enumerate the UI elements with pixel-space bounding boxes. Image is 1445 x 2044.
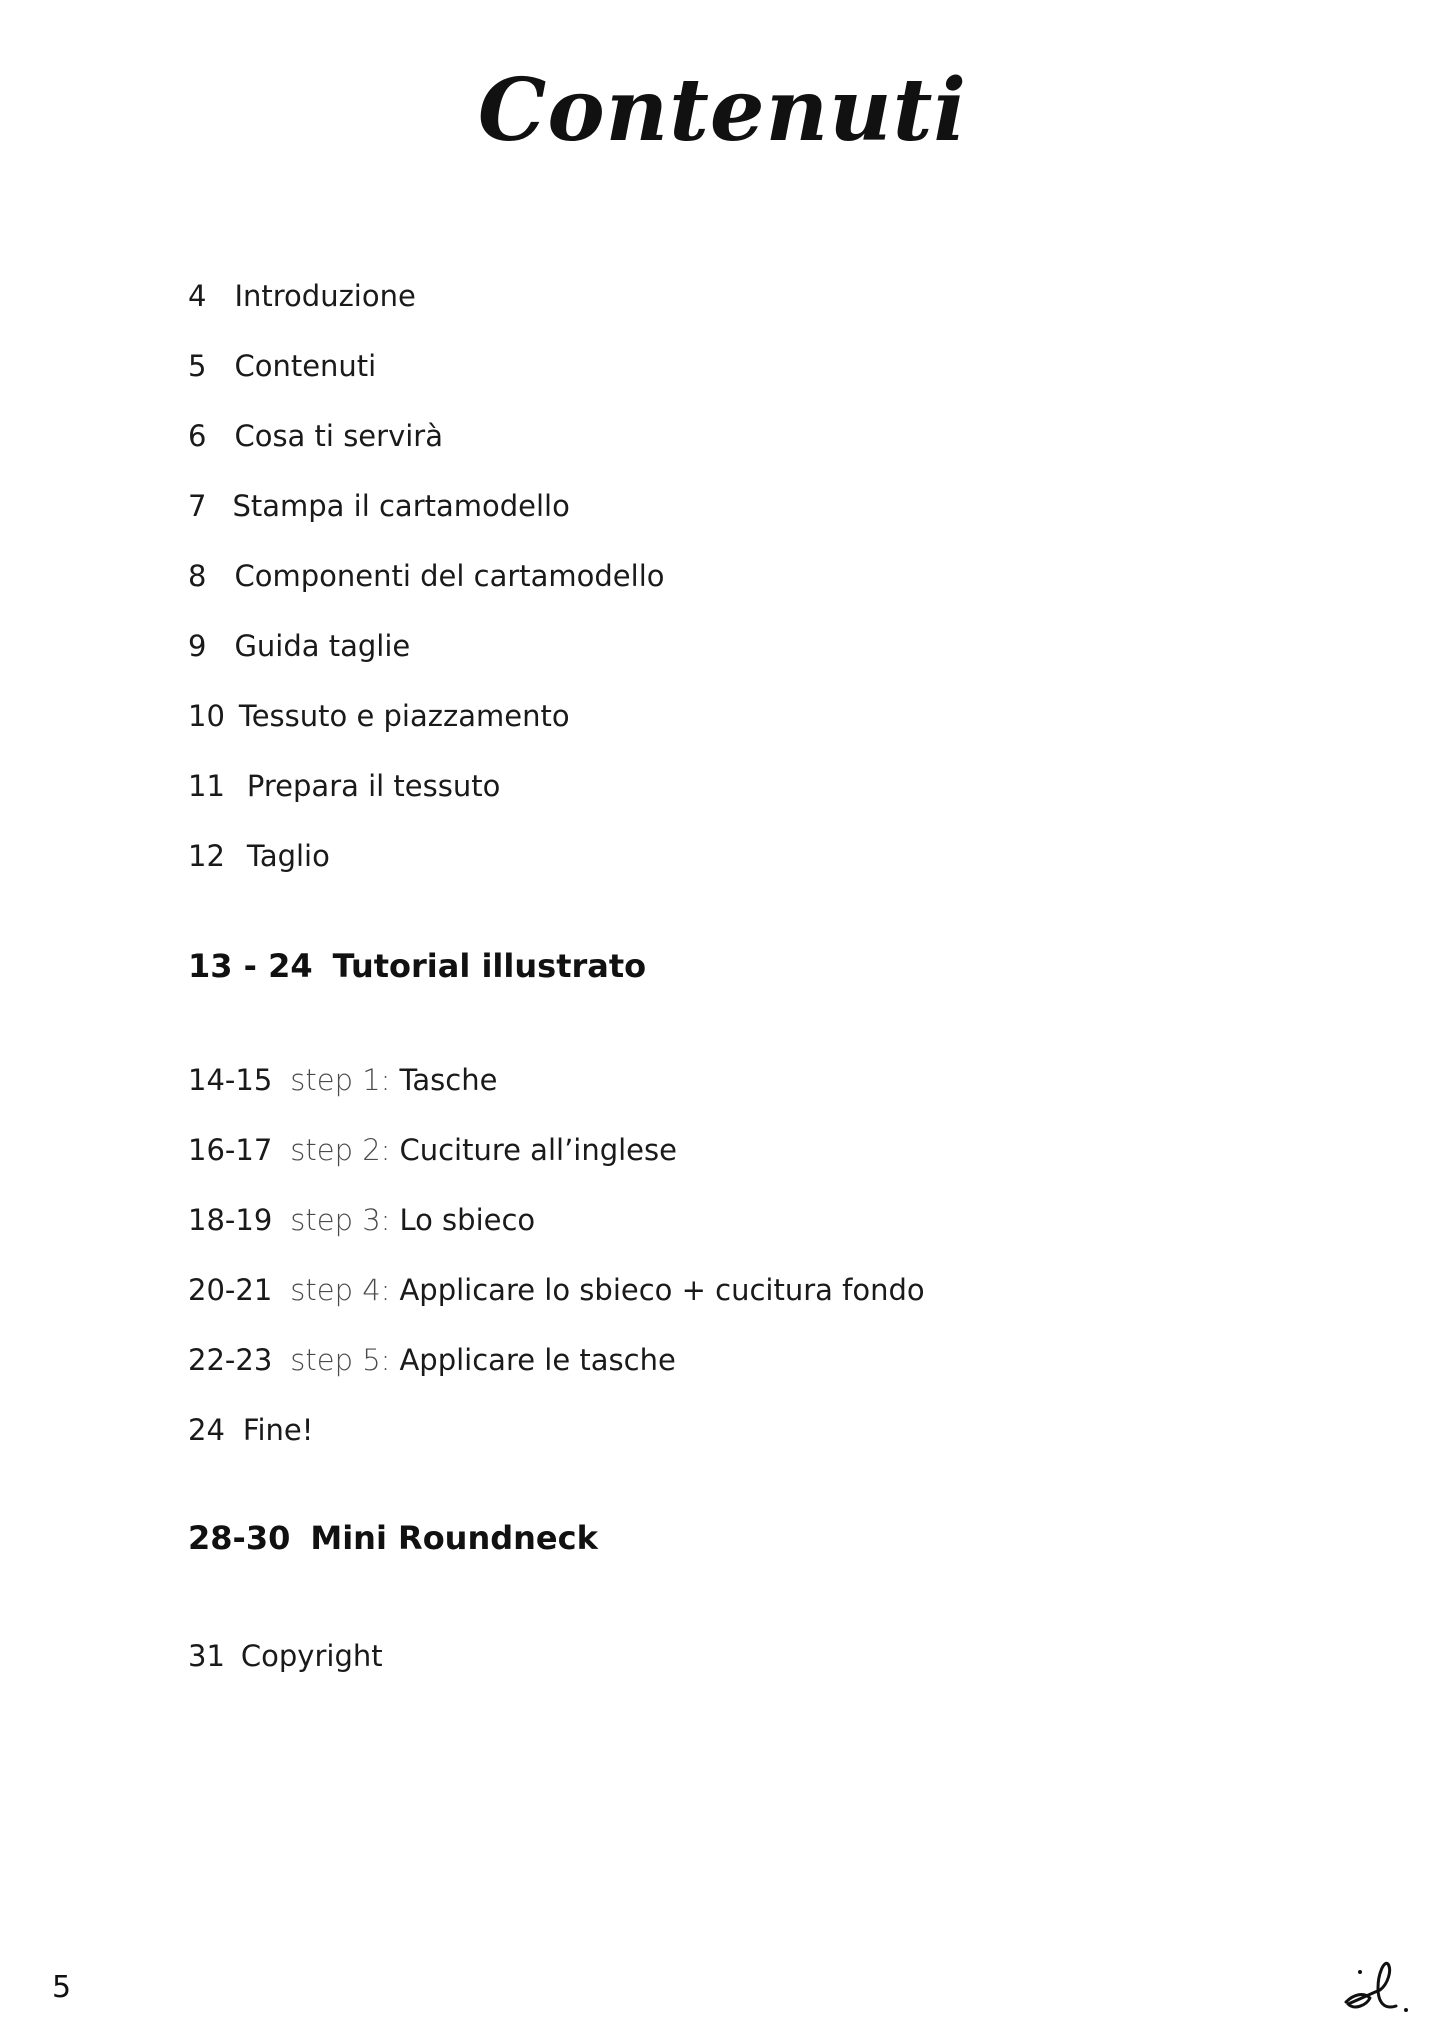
- toc-heading-label: Mini Roundneck: [310, 1519, 598, 1557]
- toc-item-page: 24: [188, 1413, 225, 1447]
- toc-item-step-1[interactable]: [188, 1060, 497, 1100]
- toc-item-label: Fine!: [242, 1413, 314, 1447]
- toc-item-label: Componenti del cartamodello: [234, 559, 665, 593]
- toc-item-fine[interactable]: [188, 1410, 313, 1450]
- toc-heading-tutorial-illustrato[interactable]: [188, 944, 646, 988]
- page-title: Contenuti: [477, 60, 968, 161]
- toc-item-step-5[interactable]: [188, 1340, 676, 1380]
- page-number: 5: [52, 1970, 72, 2005]
- toc-item-label: Stampa il cartamodello: [232, 489, 570, 523]
- toc-item-introduzione[interactable]: [188, 276, 416, 316]
- toc-item-step: step 5:: [290, 1343, 391, 1377]
- toc-item-stampa-il-cartamodello[interactable]: [188, 486, 570, 526]
- toc-item-componenti-del-cartamodello[interactable]: [188, 556, 665, 596]
- toc-item-contenuti[interactable]: [188, 346, 376, 386]
- toc-item-label: Tasche: [399, 1063, 498, 1097]
- toc-item-page: 6: [188, 419, 207, 453]
- toc-item-label: Applicare le tasche: [399, 1343, 676, 1377]
- toc-item-label: Cosa ti servirà: [234, 419, 443, 453]
- toc-item-cosa-ti-servira[interactable]: [188, 416, 443, 456]
- toc-item-page: 12: [188, 839, 225, 873]
- toc-item-page: 8: [188, 559, 207, 593]
- toc-item-label: Guida taglie: [234, 629, 411, 663]
- toc-item-step-3[interactable]: [188, 1200, 535, 1240]
- toc-item-step: step 1:: [290, 1063, 391, 1097]
- toc-item-page: 9: [188, 629, 207, 663]
- toc-item-label: Copyright: [240, 1639, 383, 1673]
- toc-item-label: Applicare lo sbieco + cucitura fondo: [399, 1273, 925, 1307]
- toc-item-page: 22-23: [188, 1343, 273, 1377]
- toc-item-page: 4: [188, 279, 207, 313]
- toc-item-guida-taglie[interactable]: [188, 626, 410, 666]
- toc-item-page: 16-17: [188, 1133, 273, 1167]
- toc-item-step: step 4:: [290, 1273, 391, 1307]
- toc-item-tessuto-e-piazzamento[interactable]: [188, 696, 570, 736]
- toc-item-copyright[interactable]: [188, 1636, 383, 1676]
- toc-item-page: 18-19: [188, 1203, 273, 1237]
- toc-item-taglio[interactable]: [188, 836, 330, 876]
- toc-item-step-2[interactable]: [188, 1130, 677, 1170]
- toc-item-label: Introduzione: [234, 279, 416, 313]
- toc-heading-mini-roundneck[interactable]: [188, 1516, 598, 1560]
- toc-item-page: 10: [188, 699, 225, 733]
- toc-item-page: 11: [188, 769, 225, 803]
- signature-logo-icon: [1340, 1950, 1420, 2020]
- toc-item-page: 14-15: [188, 1063, 273, 1097]
- toc-item-prepara-il-tessuto[interactable]: [188, 766, 500, 806]
- toc-item-step: step 2:: [290, 1133, 391, 1167]
- toc-item-label: Tessuto e piazzamento: [238, 699, 570, 733]
- toc-item-page: 20-21: [188, 1273, 273, 1307]
- toc-item-label: Contenuti: [234, 349, 377, 383]
- toc-item-step-4[interactable]: [188, 1270, 925, 1310]
- toc-heading-pages: 28-30: [188, 1519, 291, 1557]
- toc-item-page: 7: [188, 489, 207, 523]
- toc-item-page: 5: [188, 349, 207, 383]
- toc-item-label: Prepara il tessuto: [246, 769, 501, 803]
- toc-item-label: Lo sbieco: [399, 1203, 536, 1237]
- toc-heading-pages: 13 - 24: [188, 947, 313, 985]
- toc-item-page: 31: [188, 1639, 225, 1673]
- toc-item-label: Cuciture all’inglese: [399, 1133, 677, 1167]
- toc-item-step: step 3:: [290, 1203, 391, 1237]
- toc-heading-label: Tutorial illustrato: [332, 947, 647, 985]
- toc-item-label: Taglio: [246, 839, 330, 873]
